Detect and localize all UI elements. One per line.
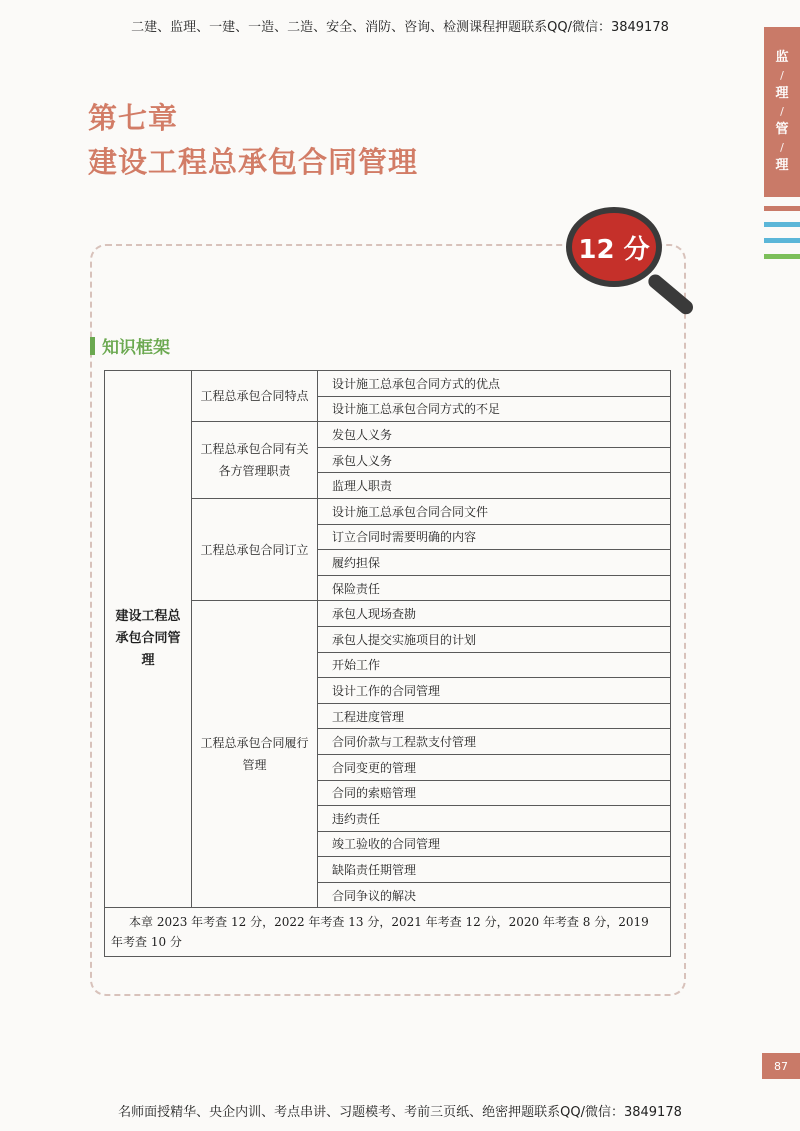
framework-item: 承包人义务 xyxy=(318,447,671,473)
top-banner: 二建、监理、一建、一造、二造、安全、消防、咨询、检测课程押题联系QQ/微信：3849178 xyxy=(131,20,669,35)
framework-item: 发包人义务 xyxy=(318,422,671,448)
framework-root: 建设工程总承包合同管理 xyxy=(105,371,192,908)
section-heading xyxy=(90,333,170,358)
bottom-banner: 名师面授精华、央企内训、考点串讲、习题模考、考前三页纸、绝密押题联系QQ/微信：3849178 xyxy=(118,1105,682,1120)
framework-item: 缺陷责任期管理 xyxy=(318,857,671,883)
framework-group: 工程总承包合同履行管理 xyxy=(192,601,318,908)
color-stripe-blue xyxy=(764,238,800,243)
framework-item: 设计施工总承包合同方式的不足 xyxy=(318,396,671,422)
knowledge-framework-table xyxy=(104,370,671,957)
chapter-number: 第七章 xyxy=(88,101,179,135)
page-number: 87 xyxy=(762,1053,800,1079)
framework-item: 订立合同时需要明确的内容 xyxy=(318,524,671,550)
side-tab-sep: / xyxy=(780,69,784,82)
framework-group: 工程总承包合同有关各方管理职责 xyxy=(192,422,318,499)
framework-group: 工程总承包合同特点 xyxy=(192,371,318,422)
side-tab-char: 监 xyxy=(775,50,789,65)
framework-item: 设计施工总承包合同方式的优点 xyxy=(318,371,671,397)
chapter-title: 建设工程总承包合同管理 xyxy=(88,145,419,179)
framework-item: 竣工验收的合同管理 xyxy=(318,831,671,857)
section-bar-icon xyxy=(90,337,95,355)
framework-item: 工程进度管理 xyxy=(318,703,671,729)
framework-item: 承包人提交实施项目的计划 xyxy=(318,626,671,652)
framework-item: 监理人职责 xyxy=(318,473,671,499)
side-tab-sep: / xyxy=(780,105,784,118)
framework-item: 保险责任 xyxy=(318,575,671,601)
section-title: 知识框架 xyxy=(102,338,170,358)
framework-item: 设计施工总承包合同合同文件 xyxy=(318,498,671,524)
framework-item: 履约担保 xyxy=(318,550,671,576)
exam-score-note: 本章 2023 年考查 12 分，2022 年考查 13 分，2021 年考查 12 分，2020 年考查 8 分，2019 年考查 10 分 xyxy=(105,908,671,957)
framework-item: 合同争议的解决 xyxy=(318,882,671,908)
framework-item: 开始工作 xyxy=(318,652,671,678)
framework-item: 设计工作的合同管理 xyxy=(318,678,671,704)
framework-item: 合同的索赔管理 xyxy=(318,780,671,806)
side-tab xyxy=(764,27,800,197)
side-tab-char: 理 xyxy=(775,158,789,173)
color-stripe-blue xyxy=(764,222,800,227)
side-tab-sep: / xyxy=(780,141,784,154)
color-stripe-red xyxy=(764,206,800,211)
framework-item: 合同变更的管理 xyxy=(318,754,671,780)
color-stripe-green xyxy=(764,254,800,259)
framework-item: 违约责任 xyxy=(318,806,671,832)
framework-group: 工程总承包合同订立 xyxy=(192,498,318,600)
side-tab-char: 管 xyxy=(775,122,789,137)
score-badge: 12 分 xyxy=(566,207,662,287)
side-tab-char: 理 xyxy=(775,86,789,101)
framework-item: 承包人现场查勘 xyxy=(318,601,671,627)
framework-item: 合同价款与工程款支付管理 xyxy=(318,729,671,755)
